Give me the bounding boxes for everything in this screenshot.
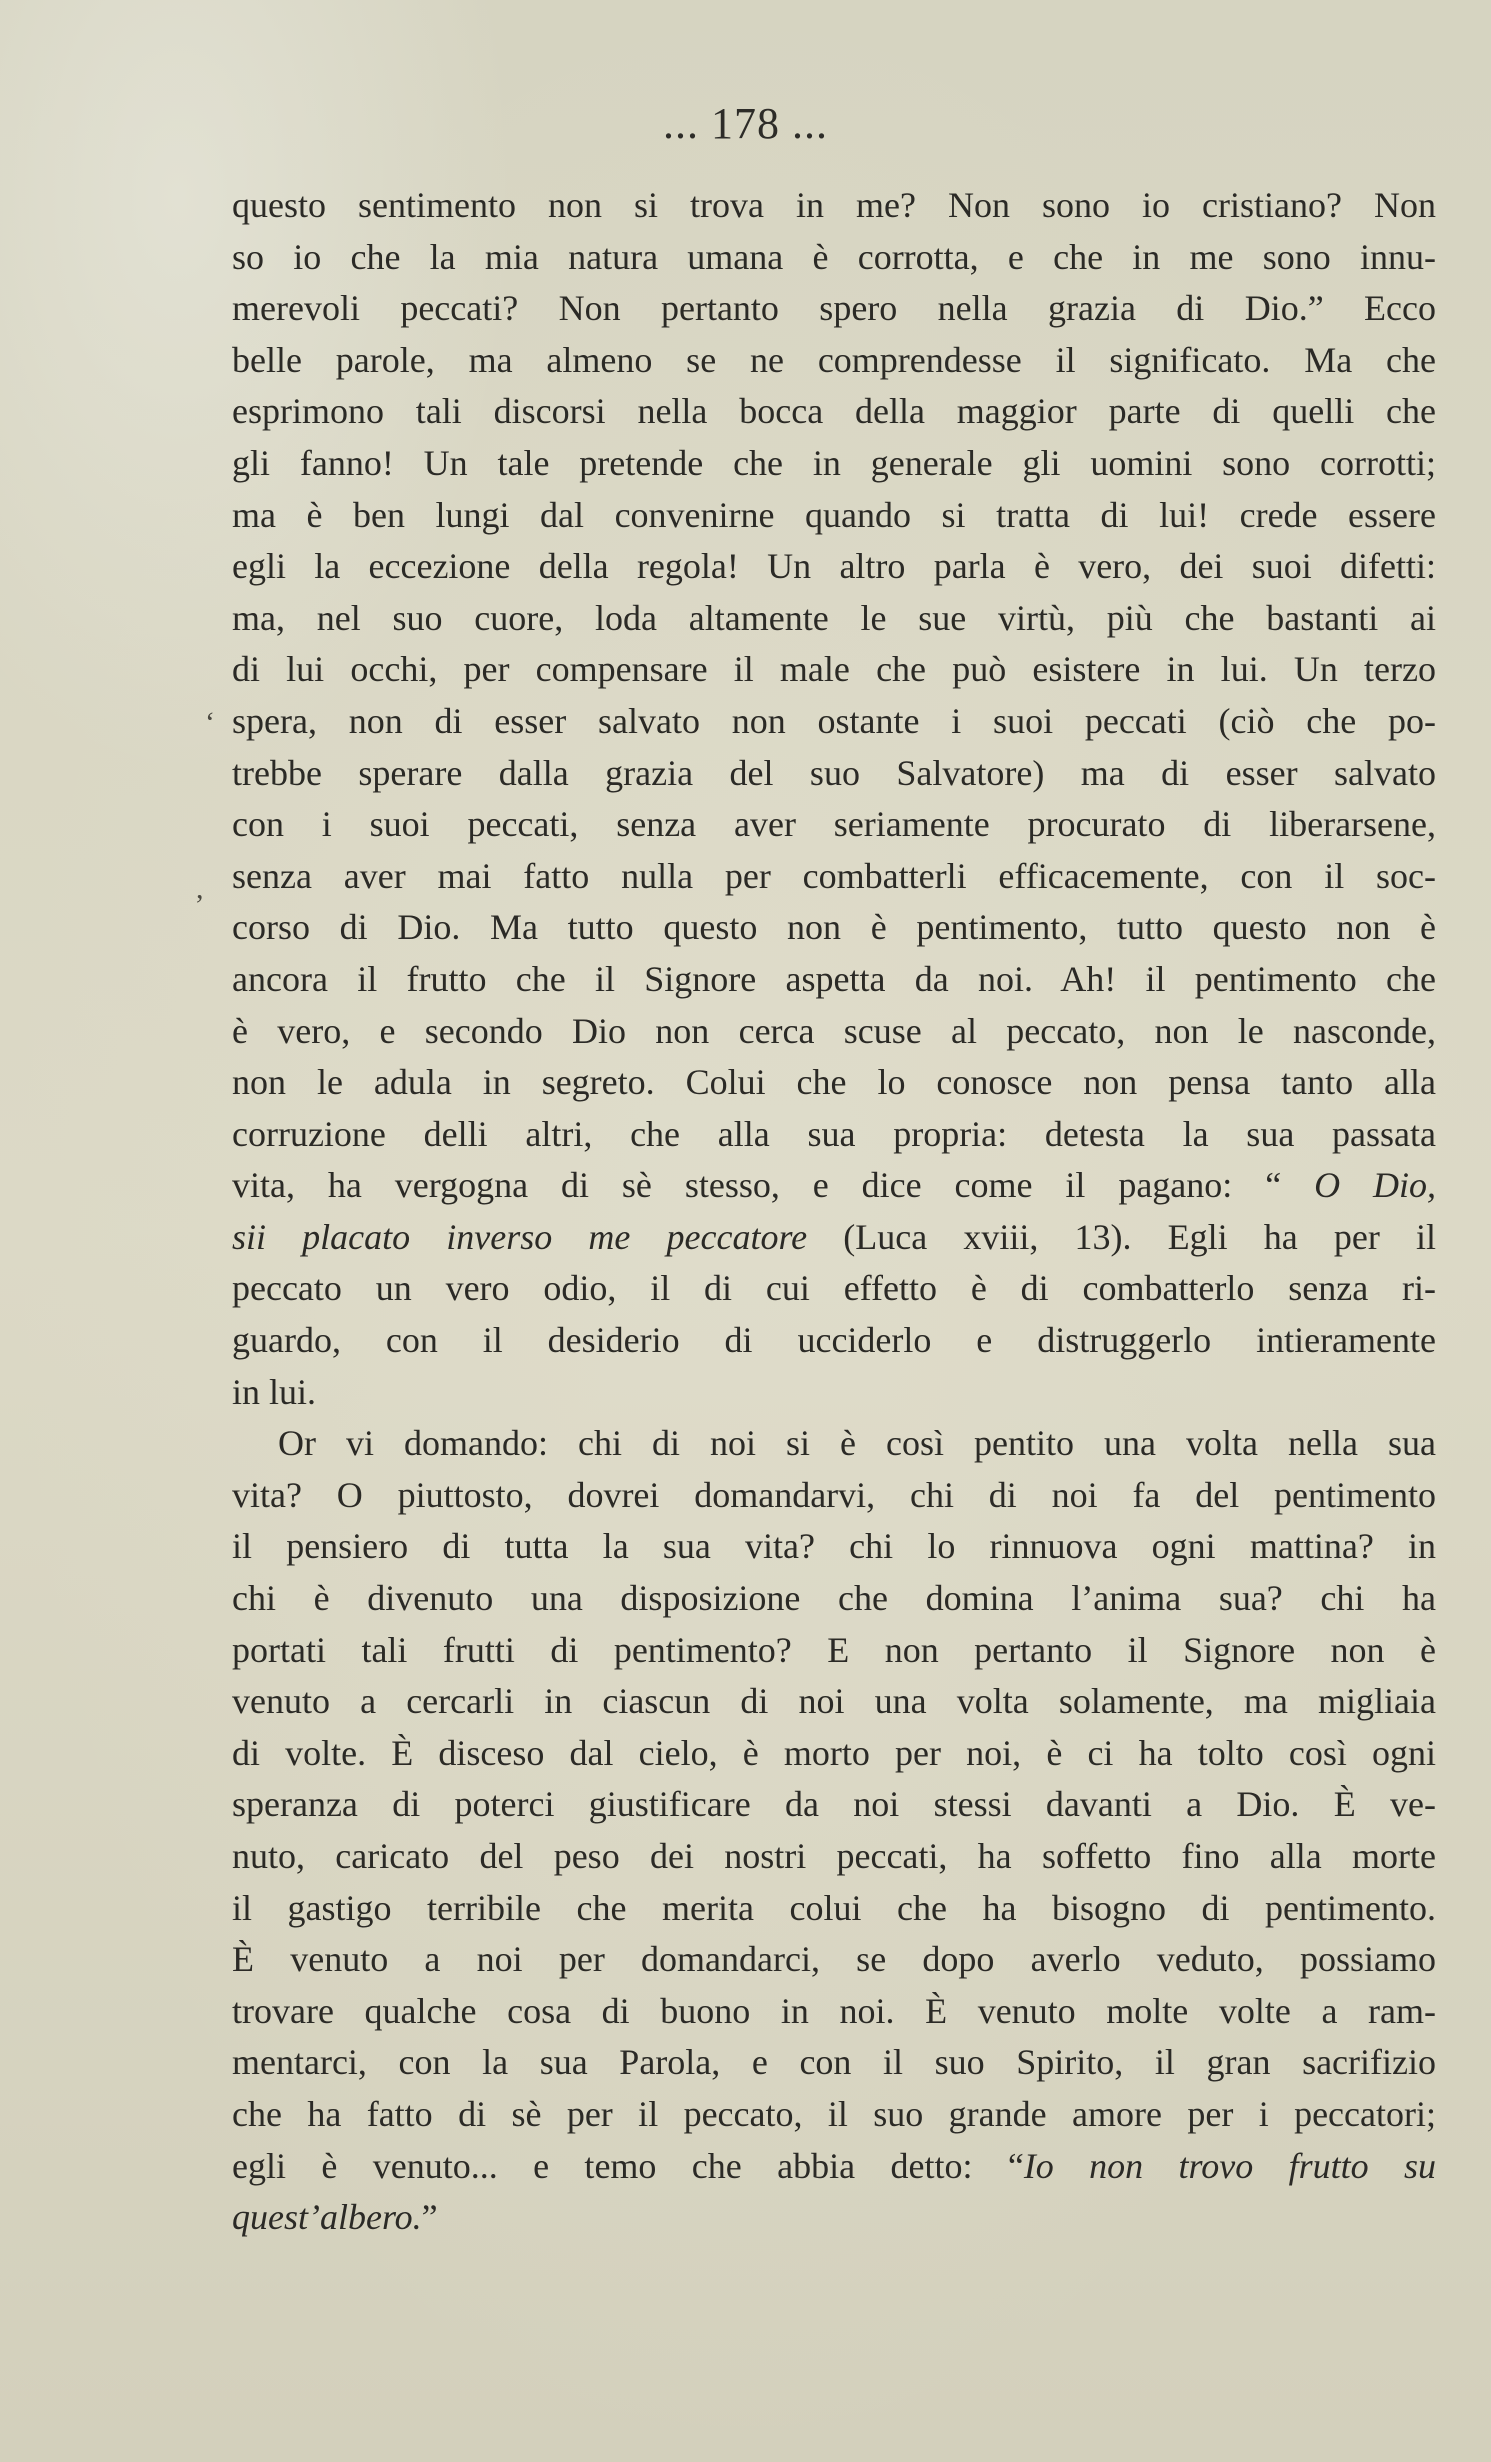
text-line-content: portati tali frutti di pentimento? E non pertanto il Signore non è xyxy=(232,1629,1436,1670)
text-line-content: ancora il frutto che il Signore aspetta da noi. Ah! il pentimento che xyxy=(232,958,1436,999)
text-line xyxy=(232,644,1436,696)
text-line xyxy=(232,541,1436,593)
text-line-content: trovare qualche cosa di buono in noi. È venuto molte volte a ram- xyxy=(232,1990,1436,2031)
text-line xyxy=(232,1212,1436,1264)
text-line xyxy=(232,851,1436,903)
text-line-content: è vero, e secondo Dio non cerca scuse al peccato, non le nasconde, xyxy=(232,1010,1436,1051)
text-line xyxy=(232,2141,1436,2193)
text-line xyxy=(232,1779,1436,1831)
text-line xyxy=(232,335,1436,387)
text-line-content: ma è ben lungi dal convenirne quando si tratta di lui! crede essere xyxy=(232,494,1436,535)
text-line xyxy=(232,1470,1436,1522)
text-line-content: questo sentimento non si trova in me? Non sono io cristiano? Non xyxy=(232,185,1436,225)
page-number-header: ... 178 ... xyxy=(663,99,828,148)
text-line-content: Or vi domando: chi di noi si è così pentito una volta nella sua xyxy=(278,1423,1436,1464)
text-line xyxy=(232,1521,1436,1573)
text-line xyxy=(232,1934,1436,1986)
text-line-content: merevoli peccati? Non pertanto spero nella grazia di Dio.” Ecco xyxy=(232,288,1436,329)
text-line-content: di lui occhi, per compensare il male che può esistere in lui. Un terzo xyxy=(232,649,1436,690)
text-line-content: il pensiero di tutta la sua vita? chi lo rinnuova ogni mattina? in xyxy=(232,1526,1436,1567)
text-line-content: chi è divenuto una disposizione che domina l’anima sua? chi ha xyxy=(232,1578,1436,1619)
text-line xyxy=(232,490,1436,542)
text-line xyxy=(232,1367,1436,1419)
text-line-content: (Luca xviii, 13). Egli ha per il xyxy=(807,1216,1436,1257)
text-line-content: ” xyxy=(421,2197,438,2238)
text-line-content: egli la eccezione della regola! Un altro parla è vero, dei suoi difetti: xyxy=(232,546,1436,587)
text-line xyxy=(232,1676,1436,1728)
margin-mark: ‘ xyxy=(205,706,215,739)
text-line-content: nuto, caricato del peso dei nostri peccati, ha soffetto fino alla morte xyxy=(232,1836,1436,1876)
text-line xyxy=(232,1418,1436,1470)
text-line-content: speranza di poterci giustificare da noi stessi davanti a Dio. È ve- xyxy=(232,1784,1436,1825)
text-line-content: corso di Dio. Ma tutto questo non è pentimento, tutto questo non è xyxy=(232,907,1436,948)
margin-mark: , xyxy=(196,872,204,905)
text-line xyxy=(232,180,1436,232)
text-line-content: egli è venuto... e temo che abbia detto: “ xyxy=(232,2145,1024,2186)
text-line-content: trebbe sperare dalla grazia del suo Salvatore) ma di esser salvato xyxy=(232,752,1436,793)
text-line xyxy=(232,1006,1436,1058)
text-line-content: spera, non di esser salvato non ostante i suoi peccati (ciò che po- xyxy=(232,700,1436,741)
text-line xyxy=(232,2037,1436,2089)
text-line xyxy=(232,1057,1436,1109)
text-line xyxy=(232,1883,1436,1935)
text-line xyxy=(232,1625,1436,1677)
text-line-content: senza aver mai fatto nulla per combatterli efficacemente, con il soc- xyxy=(232,855,1436,896)
text-line xyxy=(232,2192,1436,2244)
text-line xyxy=(232,1160,1436,1212)
text-line-content: guardo, con il desiderio di ucciderlo e distruggerlo intieramente xyxy=(232,1320,1436,1361)
text-line-content: mentarci, con la sua Parola, e con il suo Spirito, il gran sacrifizio xyxy=(232,2042,1436,2083)
text-line-content: belle parole, ma almeno se ne comprendesse il significato. Ma che xyxy=(232,339,1436,380)
text-line-content: in lui. xyxy=(232,1371,317,1412)
text-line xyxy=(232,799,1436,851)
text-line xyxy=(232,1573,1436,1625)
italic-quotation: O Dio, xyxy=(1314,1165,1436,1206)
text-line-content: venuto a cercarli in ciascun di noi una volta solamente, ma migliaia xyxy=(232,1681,1436,1722)
text-line-content: esprimono tali discorsi nella bocca della maggior parte di quelli che xyxy=(232,391,1436,432)
text-line xyxy=(232,232,1436,284)
text-line xyxy=(232,748,1436,800)
text-line xyxy=(232,902,1436,954)
text-line-content: so io che la mia natura umana è corrotta, e che in me sono innu- xyxy=(232,236,1436,277)
text-line xyxy=(232,1728,1436,1780)
text-line-content: il gastigo terribile che merita colui che ha bisogno di pentimento. xyxy=(232,1887,1436,1928)
text-line xyxy=(232,1109,1436,1161)
text-line-content: con i suoi peccati, senza aver seriamente procurato di liberarsene, xyxy=(232,804,1436,845)
text-line xyxy=(232,1831,1436,1883)
text-line xyxy=(232,1986,1436,2038)
text-line xyxy=(232,696,1436,748)
text-line xyxy=(232,283,1436,335)
body-text xyxy=(232,180,1436,2244)
text-line-content: ma, nel suo cuore, loda altamente le sue virtù, più che bastanti ai xyxy=(232,597,1436,638)
text-line xyxy=(232,954,1436,1006)
text-line-content: di volte. È disceso dal cielo, è morto per noi, è ci ha tolto così ogni xyxy=(232,1732,1436,1773)
text-line-content: corruzione delli altri, che alla sua propria: detesta la sua passata xyxy=(232,1113,1436,1154)
text-line xyxy=(232,1315,1436,1367)
text-line-content: che ha fatto di sè per il peccato, il suo grande amore per i peccatori; xyxy=(232,2093,1436,2134)
text-line xyxy=(232,1263,1436,1315)
text-line-content: non le adula in segreto. Colui che lo conosce non pensa tanto alla xyxy=(232,1062,1436,1103)
text-line xyxy=(232,2089,1436,2141)
text-line-content: vita, ha vergogna di sè stesso, e dice come il pagano: “ xyxy=(232,1165,1315,1206)
text-line-content: gli fanno! Un tale pretende che in generale gli uomini sono corrotti; xyxy=(232,442,1436,483)
text-line-content: vita? O piuttosto, dovrei domandarvi, chi di noi fa del pentimento xyxy=(232,1474,1436,1515)
italic-quotation: Io non trovo frutto su xyxy=(1023,2145,1436,2186)
italic-quotation: quest’albero. xyxy=(232,2197,422,2238)
text-line xyxy=(232,593,1436,645)
text-line xyxy=(232,386,1436,438)
text-line-content: È venuto a noi per domandarci, se dopo averlo veduto, possiamo xyxy=(232,1939,1436,1980)
text-line-content: peccato un vero odio, il di cui effetto è di combatterlo senza ri- xyxy=(232,1268,1436,1309)
italic-quotation: sii placato inverso me peccatore xyxy=(232,1216,808,1257)
text-line xyxy=(232,438,1436,490)
